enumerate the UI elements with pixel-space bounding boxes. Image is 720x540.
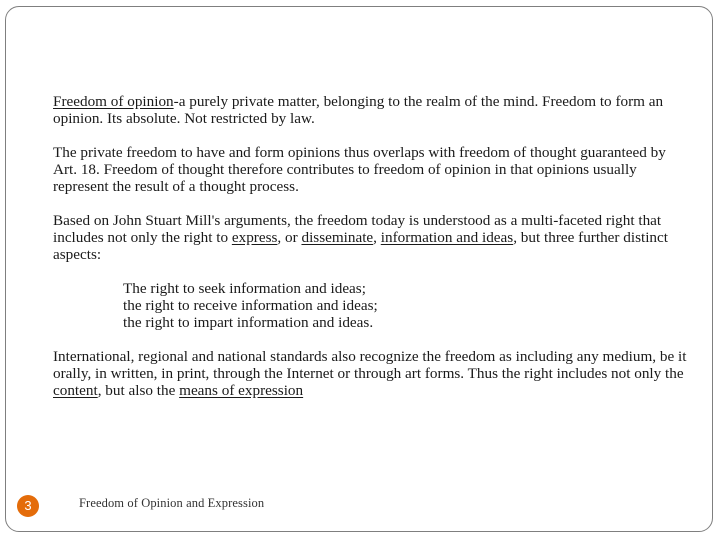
paragraph-text: Based on John Stuart Mill's arguments, the freedom today is understood as a multi-faceted right that includes not only the right to: [53, 212, 662, 246]
term-content: content: [53, 382, 98, 399]
aspect-item: the right to receive information and ideas;: [123, 297, 378, 314]
separator-text: , or: [277, 229, 302, 246]
aspect-item: the right to impart information and ideas.: [123, 314, 374, 331]
paragraph-freedom-of-opinion: [53, 93, 688, 127]
paragraph-text: , but three further distinct aspects:: [53, 229, 668, 263]
term-express: express: [231, 229, 278, 246]
separator-text: ,: [373, 229, 381, 246]
paragraph-mill-arguments: [53, 212, 688, 263]
paragraph-standards: [53, 348, 688, 399]
aspect-item: The right to seek information and ideas;: [123, 280, 366, 297]
page-number-badge: 3: [17, 495, 39, 517]
paragraph-freedom-of-thought: The private freedom to have and form opinions thus overlaps with freedom of thought guaranteed by Art. 18. Freedom of thought therefore contributes to freedom of opinion in that opinions usually represent the result of a thought process.: [53, 144, 666, 195]
paragraph-text: International, regional and national standards also recognize the freedom as including any medium, be it orally, in written, in print, through the Internet or through art forms. Thus the right includes not only the: [53, 348, 687, 382]
paragraph-text: , but also the: [97, 382, 180, 399]
paragraph-text: -a purely private matter, belonging to the realm of the mind. Freedom to form an opinion. Its absolute. Not restricted by law.: [53, 93, 664, 127]
term-disseminate: disseminate: [301, 229, 374, 246]
term-freedom-of-opinion: Freedom of opinion: [53, 93, 174, 110]
term-information-and-ideas: information and ideas: [380, 229, 514, 246]
aspects-list: [123, 280, 688, 331]
footer-title: Freedom of Opinion and Expression: [79, 496, 265, 510]
term-means-of-expression: means of expression: [179, 382, 304, 399]
slide-body: [53, 93, 688, 416]
